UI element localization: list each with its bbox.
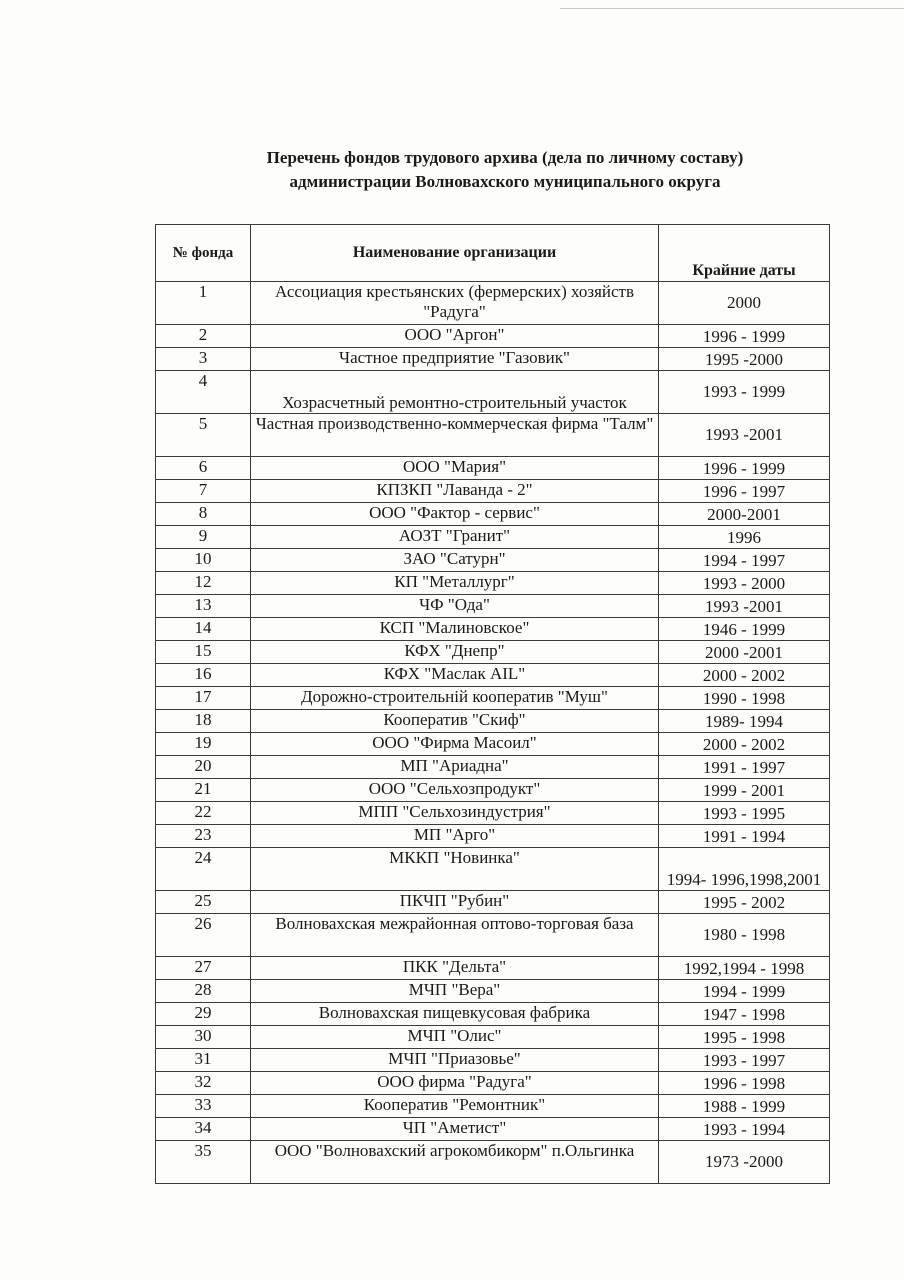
- date-range-cell: 1995 - 1998: [659, 1026, 830, 1049]
- organization-name-cell: ООО "Сельхозпродукт": [251, 779, 659, 802]
- table-row: [156, 957, 830, 980]
- organization-name-cell: ЧФ "Ода": [251, 595, 659, 618]
- date-range-cell: 1973 -2000: [659, 1141, 830, 1184]
- organization-name-cell: ПКЧП "Рубин": [251, 891, 659, 914]
- fund-number-cell: 4: [156, 371, 251, 414]
- organization-name-cell: Волновахская межрайонная оптово-торговая база: [251, 914, 659, 957]
- date-range-cell: 1994- 1996,1998,2001: [659, 848, 830, 891]
- date-range-cell: 2000 - 2002: [659, 664, 830, 687]
- fund-number-cell: 28: [156, 980, 251, 1003]
- organization-name-cell: МП "Ариадна": [251, 756, 659, 779]
- date-range-cell: 1946 - 1999: [659, 618, 830, 641]
- header-organization-name: Наименование организации: [251, 225, 659, 282]
- date-range-cell: 1994 - 1997: [659, 549, 830, 572]
- table-row: [156, 914, 830, 957]
- title-line-1: Перечень фондов трудового архива (дела по личному составу): [266, 148, 744, 167]
- date-range-cell: 1993 - 1999: [659, 371, 830, 414]
- fund-number-cell: 10: [156, 549, 251, 572]
- fund-number-cell: 3: [156, 348, 251, 371]
- organization-name-cell: МЧП "Вера": [251, 980, 659, 1003]
- table-row: [156, 371, 830, 414]
- date-range-cell: 2000: [659, 282, 830, 325]
- organization-name-cell: ООО "Аргон": [251, 325, 659, 348]
- date-range-cell: 1995 -2000: [659, 348, 830, 371]
- date-range-cell: 1992,1994 - 1998: [659, 957, 830, 980]
- fund-number-cell: 31: [156, 1049, 251, 1072]
- organization-name-cell: Частная производственно-коммерческая фирма "Талм": [251, 414, 659, 457]
- fund-number-cell: 6: [156, 457, 251, 480]
- table-row: [156, 756, 830, 779]
- table-row: [156, 980, 830, 1003]
- fund-number-cell: 35: [156, 1141, 251, 1184]
- fund-number-cell: 23: [156, 825, 251, 848]
- fund-number-cell: 1: [156, 282, 251, 325]
- date-range-cell: 1996 - 1999: [659, 457, 830, 480]
- organization-name-cell: АОЗТ "Гранит": [251, 526, 659, 549]
- organization-name-cell: ЧП "Аметист": [251, 1118, 659, 1141]
- organization-name-cell: ООО "Фактор - сервис": [251, 503, 659, 526]
- organization-name-cell: ООО "Мария": [251, 457, 659, 480]
- table-row: [156, 710, 830, 733]
- fund-number-cell: 13: [156, 595, 251, 618]
- table-row: [156, 825, 830, 848]
- date-range-cell: 1990 - 1998: [659, 687, 830, 710]
- organization-name-cell: МККП "Новинка": [251, 848, 659, 891]
- table-row: [156, 414, 830, 457]
- table-row: [156, 687, 830, 710]
- table-row: [156, 641, 830, 664]
- fund-number-cell: 27: [156, 957, 251, 980]
- fund-number-cell: 29: [156, 1003, 251, 1026]
- fund-number-cell: 33: [156, 1095, 251, 1118]
- fund-number-cell: 15: [156, 641, 251, 664]
- table-row: [156, 595, 830, 618]
- organization-name-cell: КП "Металлург": [251, 572, 659, 595]
- organization-name-cell: МЧП "Приазовье": [251, 1049, 659, 1072]
- fund-number-cell: 5: [156, 414, 251, 457]
- organization-name-cell: Дорожно-строительній кооператив "Муш": [251, 687, 659, 710]
- date-range-cell: 1980 - 1998: [659, 914, 830, 957]
- table-row: [156, 779, 830, 802]
- table-row: [156, 1003, 830, 1026]
- fund-number-cell: 32: [156, 1072, 251, 1095]
- fund-number-cell: 26: [156, 914, 251, 957]
- fund-number-cell: 9: [156, 526, 251, 549]
- date-range-cell: 1995 - 2002: [659, 891, 830, 914]
- organization-name-cell: Частное предприятие "Газовик": [251, 348, 659, 371]
- date-range-cell: 1993 -2001: [659, 414, 830, 457]
- fund-number-cell: 25: [156, 891, 251, 914]
- table-row: [156, 526, 830, 549]
- organization-name-cell: МПП "Сельхозиндустрия": [251, 802, 659, 825]
- date-range-cell: 1996: [659, 526, 830, 549]
- date-range-cell: 2000 -2001: [659, 641, 830, 664]
- date-range-cell: 1993 - 2000: [659, 572, 830, 595]
- fund-number-cell: 34: [156, 1118, 251, 1141]
- fund-number-cell: 17: [156, 687, 251, 710]
- fund-number-cell: 8: [156, 503, 251, 526]
- scan-edge-line: [560, 8, 904, 9]
- organization-name-cell: Кооператив "Ремонтник": [251, 1095, 659, 1118]
- date-range-cell: 1991 - 1994: [659, 825, 830, 848]
- fund-number-cell: 16: [156, 664, 251, 687]
- fund-number-cell: 14: [156, 618, 251, 641]
- header-fund-number: № фонда: [156, 225, 251, 282]
- organization-name-cell: МЧП "Олис": [251, 1026, 659, 1049]
- organization-name-cell: КФХ "Днепр": [251, 641, 659, 664]
- table-row: [156, 348, 830, 371]
- date-range-cell: 1988 - 1999: [659, 1095, 830, 1118]
- header-date-range: Крайние даты: [659, 225, 830, 282]
- table-row: [156, 282, 830, 325]
- table-row: [156, 1118, 830, 1141]
- fund-number-cell: 12: [156, 572, 251, 595]
- organization-name-cell: КСП "Малиновское": [251, 618, 659, 641]
- fund-number-cell: 24: [156, 848, 251, 891]
- organization-name-cell: КФХ "Маслак AIL": [251, 664, 659, 687]
- organization-name-cell: Хозрасчетный ремонтно-строительный участок: [251, 371, 659, 414]
- table-row: [156, 618, 830, 641]
- table-row: [156, 457, 830, 480]
- date-range-cell: 1993 -2001: [659, 595, 830, 618]
- fund-number-cell: 30: [156, 1026, 251, 1049]
- fund-number-cell: 2: [156, 325, 251, 348]
- table-row: [156, 664, 830, 687]
- date-range-cell: 1989- 1994: [659, 710, 830, 733]
- funds-table-body: [156, 282, 830, 1184]
- title-line-2: администрации Волновахского муниципального округа: [289, 172, 721, 191]
- table-row: [156, 802, 830, 825]
- date-range-cell: 2000-2001: [659, 503, 830, 526]
- table-row: [156, 848, 830, 891]
- organization-name-cell: ООО фирма "Радуга": [251, 1072, 659, 1095]
- date-range-cell: 1996 - 1997: [659, 480, 830, 503]
- table-row: [156, 733, 830, 756]
- fund-number-cell: 18: [156, 710, 251, 733]
- organization-name-cell: Волновахская пищевкусовая фабрика: [251, 1003, 659, 1026]
- table-row: [156, 1026, 830, 1049]
- table-row: [156, 572, 830, 595]
- date-range-cell: 1996 - 1999: [659, 325, 830, 348]
- organization-name-cell: ЗАО "Сатурн": [251, 549, 659, 572]
- fund-number-cell: 22: [156, 802, 251, 825]
- table-row: [156, 325, 830, 348]
- table-row: [156, 891, 830, 914]
- fund-number-cell: 21: [156, 779, 251, 802]
- date-range-cell: 1993 - 1994: [659, 1118, 830, 1141]
- fund-number-cell: 20: [156, 756, 251, 779]
- date-range-cell: 1993 - 1997: [659, 1049, 830, 1072]
- table-row: [156, 549, 830, 572]
- organization-name-cell: ПКК "Дельта": [251, 957, 659, 980]
- date-range-cell: 1947 - 1998: [659, 1003, 830, 1026]
- date-range-cell: 1991 - 1997: [659, 756, 830, 779]
- organization-name-cell: КПЗКП "Лаванда - 2": [251, 480, 659, 503]
- table-row: [156, 480, 830, 503]
- date-range-cell: 1993 - 1995: [659, 802, 830, 825]
- document-title: [0, 146, 904, 194]
- date-range-cell: 1994 - 1999: [659, 980, 830, 1003]
- organization-name-cell: Кооператив "Скиф": [251, 710, 659, 733]
- table-row: [156, 1141, 830, 1184]
- fund-number-cell: 7: [156, 480, 251, 503]
- table-row: [156, 503, 830, 526]
- organization-name-cell: ООО "Волновахский агрокомбикорм" п.Ольгинка: [251, 1141, 659, 1184]
- funds-table: [155, 224, 830, 1184]
- organization-name-cell: Ассоциация крестьянских (фермерских) хозяйств "Радуга": [251, 282, 659, 325]
- table-row: [156, 1049, 830, 1072]
- table-header-row: [156, 225, 830, 282]
- organization-name-cell: ООО "Фирма Масоил": [251, 733, 659, 756]
- table-row: [156, 1095, 830, 1118]
- date-range-cell: 1999 - 2001: [659, 779, 830, 802]
- organization-name-cell: МП "Арго": [251, 825, 659, 848]
- date-range-cell: 2000 - 2002: [659, 733, 830, 756]
- date-range-cell: 1996 - 1998: [659, 1072, 830, 1095]
- table-row: [156, 1072, 830, 1095]
- fund-number-cell: 19: [156, 733, 251, 756]
